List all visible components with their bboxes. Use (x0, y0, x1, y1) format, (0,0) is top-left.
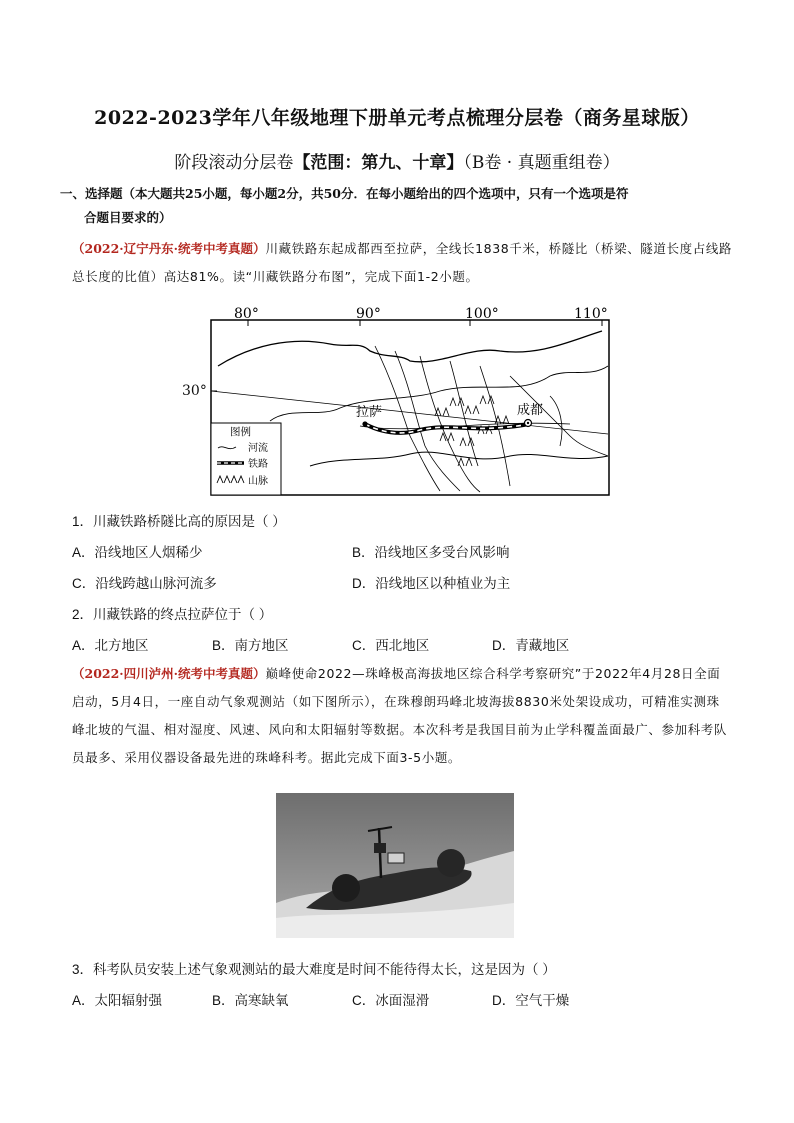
subtitle-range: 【范围：第九、十章】 (293, 153, 464, 173)
legend-title: 图例 (230, 426, 251, 438)
passage-1 (72, 235, 732, 291)
question-1-option-d[interactable]: D．沿线地区以种植业为主 (352, 576, 511, 591)
passage-1-source: （2022·辽宁丹东·统考中考真题） (72, 241, 266, 256)
legend-railway-label: 铁路 (248, 459, 268, 470)
question-1-stem: 1．川藏铁路桥隧比高的原因是（ ） (72, 514, 286, 529)
passage-2-source: （2022·四川泸州·统考中考真题） (72, 666, 266, 681)
photo-climber-1 (332, 874, 360, 902)
photo-sensor-box (374, 843, 386, 853)
passage-2 (72, 660, 732, 772)
question-2-stem: 2．川藏铁路的终点拉萨位于（ ） (72, 607, 273, 622)
lhasa-marker (362, 421, 367, 426)
legend-river-label: 河流 (248, 443, 268, 454)
city-lhasa-label: 拉萨 (356, 405, 383, 420)
lat-label-30: 30° (182, 383, 207, 399)
lon-label-80: 80° (234, 306, 259, 322)
question-3-option-c[interactable]: C．冰面湿滑 (352, 993, 430, 1008)
question-1-option-a[interactable]: A．沿线地区人烟稀少 (72, 545, 203, 560)
question-2-option-c[interactable]: C．西北地区 (352, 638, 430, 653)
railway-map (210, 306, 610, 496)
section-heading (60, 182, 760, 230)
photo-climber-2 (437, 849, 465, 877)
section-heading-line2: 合题目要求的） (84, 210, 172, 225)
lon-label-90: 90° (356, 306, 381, 322)
subtitle-prefix: 阶段滚动分层卷 (174, 153, 294, 173)
page-title: 2022-2023学年八年级地理下册单元考点梳理分层卷（商务星球版） (94, 107, 700, 129)
chengdu-marker-dot (527, 422, 529, 424)
subtitle-suffix: （B卷 · 真题重组卷） (463, 153, 620, 173)
question-1-option-b[interactable]: B．沿线地区多受台风影响 (352, 545, 510, 560)
weather-station-photo (276, 793, 514, 938)
question-3-option-a[interactable]: A．太阳辐射强 (72, 993, 163, 1008)
legend-mountain-label: 山脉 (248, 476, 268, 487)
weather-station-photo-svg (276, 793, 514, 938)
question-2-option-a[interactable]: A．北方地区 (72, 638, 149, 653)
question-2-option-d[interactable]: D．青藏地区 (492, 638, 570, 653)
question-1-option-c[interactable]: C．沿线跨越山脉河流多 (72, 576, 217, 591)
page-subtitle (0, 148, 794, 173)
section-heading-line1: 一、选择题（本大题共25小题，每小题2分，共50分．在每小题给出的四个选项中，只有一个选项是符 (60, 186, 629, 201)
railway-map-svg (210, 306, 610, 496)
photo-solar-panel (388, 853, 404, 863)
question-3-stem: 3．科考队员安装上述气象观测站的最大难度是时间不能待得太长，这是因为（ ） (72, 962, 556, 977)
lon-label-100: 100° (465, 306, 499, 322)
question-3-option-b[interactable]: B．高寒缺氧 (212, 993, 289, 1008)
city-chengdu-label: 成都 (517, 403, 544, 418)
lon-label-110: 110° (574, 306, 608, 322)
question-3-option-d[interactable]: D．空气干燥 (492, 993, 570, 1008)
question-2-option-b[interactable]: B．南方地区 (212, 638, 289, 653)
passage-2-text: 巅峰使命2022—珠峰极高海拔地区综合科学考察研究”于2022年4月28日全面启动，5月4日，一座自动气象观测站（如下图所示），在珠穆朗玛峰北坡海拔8830米处架设成功，可精准实测珠峰北坡的气温、相对湿度、风速、风向和太阳辐射等数据。本次科考是我国目前为止学科覆盖面最广、参加科考队员最多、采用仪器设备最先进的珠峰科考。据此完成下面3-5小题。 (72, 666, 728, 765)
passage-1-text: 川藏铁路东起成都西至拉萨，全线长1838千米，桥隧比（桥梁、隧道长度占线路总长度的比值）高达81%。读“川藏铁路分布图”，完成下面1-2小题。 (72, 241, 733, 284)
